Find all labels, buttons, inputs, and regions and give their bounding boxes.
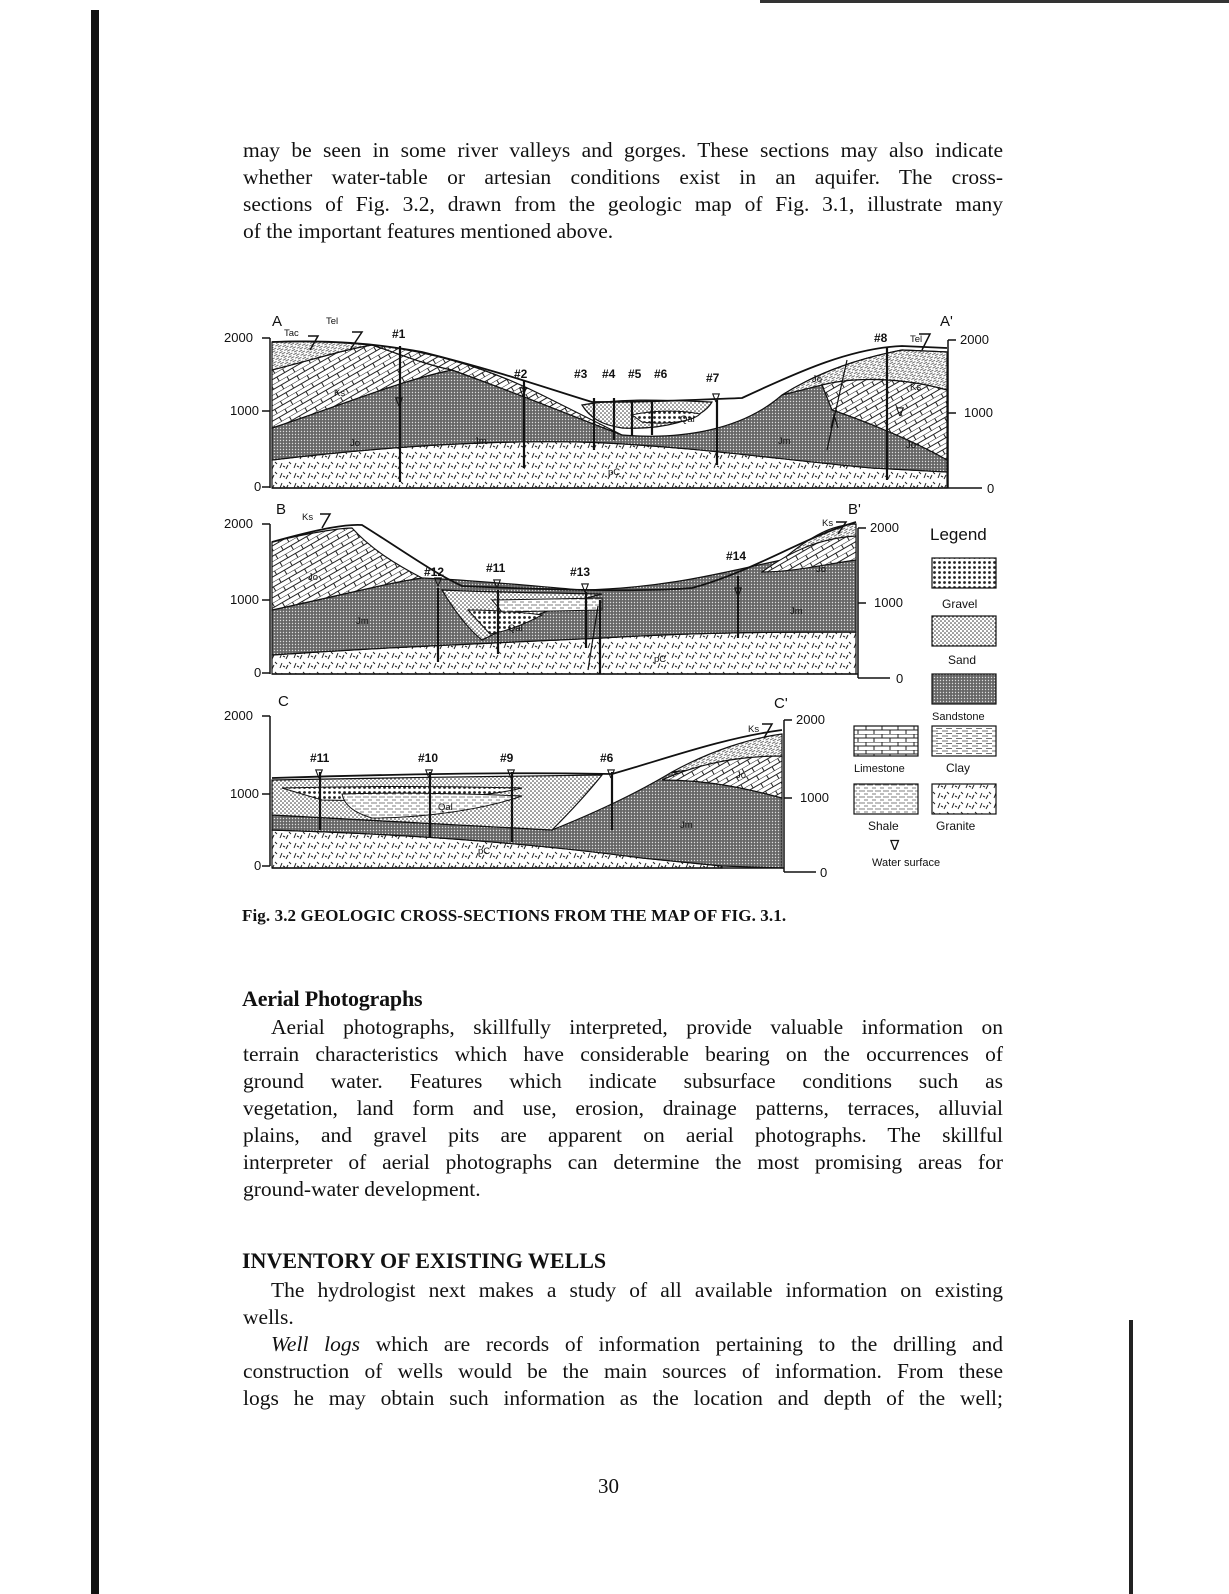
well-label: #14 — [726, 549, 747, 563]
legend-swatch-sandstone — [932, 674, 996, 704]
scan-edge-top — [760, 0, 1229, 3]
axis-tick-label: 0 — [896, 671, 904, 686]
legend-swatch-gravel — [932, 558, 996, 588]
text-line: construction of wells would be the main sources of information. From these — [243, 1359, 1003, 1383]
unit-label: Jo — [906, 440, 917, 451]
legend-label: Granite — [936, 819, 976, 833]
unit-label: Tel — [910, 334, 923, 345]
unit-label: Ks — [302, 512, 314, 523]
text-line: logs he may obtain such information as the location and depth of the well; — [243, 1386, 1003, 1410]
well-label: #2 — [514, 367, 528, 381]
well-label: #7 — [706, 371, 720, 385]
section-heading-aerial: Aerial Photographs — [242, 986, 423, 1011]
legend-swatch-limestone — [854, 726, 918, 756]
section-start-label: C — [278, 693, 289, 710]
unit-label: Ks — [334, 388, 346, 399]
legend-swatch-clay — [932, 726, 996, 756]
text-line: of the important features mentioned above. — [243, 219, 614, 243]
scan-edge-left — [91, 10, 99, 1594]
italic-term: Well logs — [271, 1332, 360, 1356]
section-b — [224, 501, 903, 686]
unit-label: Ks — [910, 382, 922, 393]
axis-tick-label: 0 — [987, 481, 995, 496]
section-a — [224, 313, 994, 496]
axis-tick-label: 2000 — [224, 330, 253, 345]
water-surface-icon: ∇ — [896, 405, 905, 419]
section-end-label: B' — [848, 501, 861, 518]
well-label: #8 — [874, 331, 888, 345]
axis-tick-label: 1000 — [230, 592, 259, 607]
legend-title: Legend — [930, 525, 987, 544]
section-end-label: C' — [774, 695, 788, 712]
well-label: #9 — [500, 751, 514, 765]
unit-label: Jo — [736, 770, 747, 781]
section-start-label: B — [276, 501, 287, 518]
axis-tick-label: 1000 — [230, 786, 259, 801]
legend-swatch-shale — [854, 784, 918, 814]
legend-label: Gravel — [942, 597, 978, 611]
axis-tick-label: 0 — [820, 865, 828, 880]
well-label: #13 — [570, 565, 591, 579]
scan-edge-right — [1129, 1320, 1133, 1594]
figure-caption: Fig. 3.2 GEOLOGIC CROSS-SECTIONS FROM THE MAP OF FIG. 3.1. — [242, 906, 787, 925]
water-surface-icon: ∇ — [734, 585, 743, 599]
water-surface-icon: ∇ — [493, 577, 502, 591]
legend — [854, 525, 996, 869]
unit-label: Jm — [790, 606, 803, 617]
inventory-paragraph-1 — [243, 1277, 1003, 1331]
well-label: #6 — [600, 751, 614, 765]
water-surface-icon: ∇ — [519, 385, 528, 399]
well-label: #10 — [418, 751, 439, 765]
section-heading-inventory: INVENTORY OF EXISTING WELLS — [242, 1248, 607, 1273]
well-label: #1 — [392, 327, 406, 341]
section-end-label: A' — [940, 313, 953, 330]
text-line: vegetation, land form and use, erosion, drainage patterns, terraces, alluvial — [243, 1096, 1003, 1120]
legend-label: Water surface — [872, 857, 941, 869]
water-surface-icon: ∇ — [581, 581, 590, 595]
text-line: wells. — [243, 1305, 294, 1329]
legend-swatch-sand — [932, 616, 996, 646]
page-number: 30 — [598, 1474, 619, 1498]
legend-label: Clay — [946, 761, 971, 775]
text-line: ground water. Features which indicate subsurface conditions such as — [243, 1069, 1003, 1093]
unit-label: Qal — [438, 802, 453, 813]
unit-label: Jm — [778, 436, 791, 447]
unit-label: Tac — [284, 328, 299, 339]
well-label: #6 — [654, 367, 668, 381]
intro-paragraph — [243, 137, 1003, 245]
axis-tick-label: 2000 — [960, 332, 989, 347]
water-surface-icon: ∇ — [395, 395, 404, 409]
cross-section-figure — [222, 310, 1022, 890]
water-surface-icon: ∇ — [315, 767, 324, 781]
unit-label: Jo — [308, 572, 319, 583]
text-line: Aerial photographs, skillfully interpreted, provide valuable information on — [271, 1015, 1003, 1039]
water-surface-icon: ∇ — [434, 575, 443, 589]
text-line — [243, 1331, 1003, 1358]
water-surface-icon: ∇ — [607, 767, 616, 781]
text-run: which are records of information pertaining to the drilling and — [359, 1332, 1003, 1356]
legend-label: Shale — [868, 819, 899, 833]
text-line: terrain characteristics which have considerable bearing on the occurrences of — [243, 1042, 1003, 1066]
axis-tick-label: 0 — [254, 665, 262, 680]
unit-label: Ks — [822, 518, 834, 529]
unit-label: Qal — [680, 414, 695, 425]
aerial-paragraph — [243, 1014, 1003, 1203]
axis-tick-label: 2000 — [796, 712, 825, 727]
water-surface-icon: ∇ — [890, 837, 900, 853]
well-label: #11 — [486, 561, 506, 575]
unit-label: Jm — [680, 820, 693, 831]
unit-label: Jo — [350, 438, 361, 449]
inventory-paragraph-2 — [243, 1331, 1003, 1412]
well-label: #5 — [628, 367, 642, 381]
unit-label: Jm — [356, 616, 369, 627]
text-line: may be seen in some river valleys and gorges. These sections may also indicate — [243, 138, 1003, 162]
well-label: #3 — [574, 367, 588, 381]
text-line: plains, and gravel pits are apparent on aerial photographs. The skillful — [243, 1123, 1003, 1147]
axis-tick-label: 2000 — [224, 708, 253, 723]
water-surface-icon: ∇ — [425, 767, 434, 781]
text-line: ground-water development. — [243, 1177, 481, 1201]
legend-swatch-granite — [932, 784, 996, 814]
unit-label: pC — [478, 846, 491, 857]
water-surface-icon: ∇ — [712, 391, 721, 405]
legend-label: Sandstone — [932, 711, 985, 723]
axis-tick-label: 0 — [254, 858, 262, 873]
axis-tick-label: 1000 — [874, 595, 903, 610]
axis-tick-label: 2000 — [870, 520, 899, 535]
axis-tick-label: 1000 — [230, 403, 259, 418]
unit-label: pC — [654, 654, 667, 665]
unit-label: Qal — [508, 623, 523, 634]
section-c — [224, 693, 829, 880]
well-label: #12 — [424, 565, 445, 579]
unit-label: Jo — [816, 564, 827, 575]
water-surface-icon: ∇ — [507, 767, 516, 781]
axis-tick-label: 1000 — [964, 405, 993, 420]
legend-label: Limestone — [854, 763, 905, 775]
unit-label: Jm — [474, 436, 487, 447]
unit-label: pC — [608, 467, 621, 478]
unit-label: Ks — [748, 724, 760, 735]
axis-tick-label: 0 — [254, 479, 262, 494]
text-line: The hydrologist next makes a study of all available information on existing — [271, 1278, 1003, 1302]
unit-label: Jo — [812, 374, 823, 385]
unit-label: Tel — [326, 316, 339, 327]
axis-tick-label: 1000 — [800, 790, 829, 805]
section-start-label: A — [272, 313, 283, 330]
text-line: whether water-table or artesian conditions exist in an aquifer. The cross- — [243, 165, 1003, 189]
axis-tick-label: 2000 — [224, 516, 253, 531]
legend-label: Sand — [948, 653, 977, 667]
text-line: sections of Fig. 3.2, drawn from the geologic map of Fig. 3.1, illustrate many — [243, 192, 1003, 216]
well-label: #11 — [310, 751, 330, 765]
text-line: interpreter of aerial photographs can determine the most promising areas for — [243, 1150, 1003, 1174]
well-label: #4 — [602, 367, 616, 381]
